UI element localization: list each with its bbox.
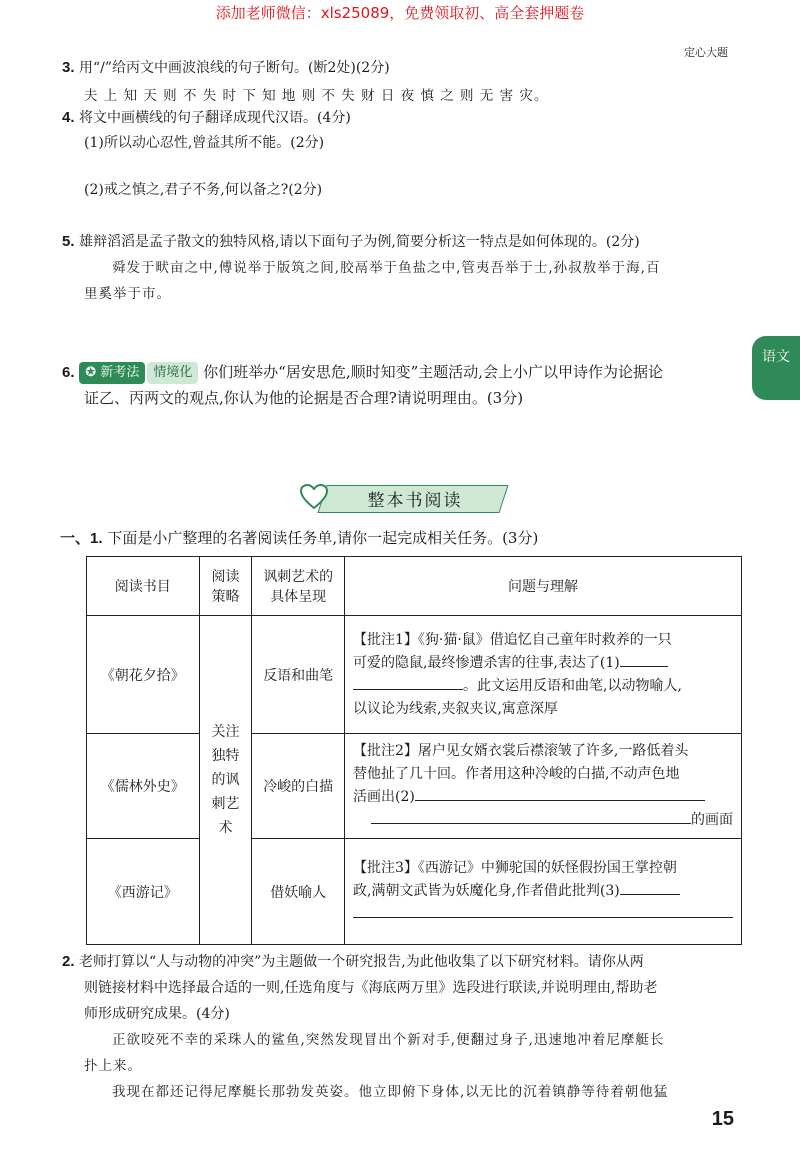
q6-line-2: 证乙、丙两文的观点,你认为他的论据是否合理?请说明理由。(3分) — [84, 389, 524, 407]
question-number: 2. — [62, 953, 75, 970]
answer-blank[interactable] — [620, 666, 668, 667]
note-cell — [345, 734, 742, 839]
question-number: 5. — [62, 233, 75, 250]
note-line — [353, 880, 733, 903]
table-row — [87, 734, 742, 839]
header-strategy-line-2: 策略 — [211, 589, 240, 605]
note-text: 的画面 — [691, 812, 733, 828]
note-line — [353, 652, 733, 675]
q2-line-2: 则链接材料中选择最合适的一则,任选角度与《海底两万里》选段进行联读,并说明理由,帮助老 — [84, 980, 658, 996]
new-exam-tag-label: 新考法 — [100, 365, 140, 380]
question-2 — [62, 952, 644, 972]
context-tag: 情境化 — [147, 362, 198, 384]
answer-blank[interactable] — [415, 800, 705, 801]
note-cell — [345, 616, 742, 734]
q5-quote-line-1: 舜发于畎亩之中,傅说举于版筑之间,胶鬲举于鱼盐之中,管夷吾举于士,孙叔敖举于海,百 — [112, 260, 661, 276]
new-exam-tag — [79, 362, 145, 384]
satire-cell: 借妖喻人 — [252, 839, 345, 945]
question-text: 用“/”给丙文中画波浪线的句子断句。(断2处)(2分) — [78, 60, 390, 76]
note-text: 政,满朝文武皆为妖魔化身,作者借此批判(3) — [353, 883, 620, 899]
header-book: 阅读书目 — [87, 557, 200, 616]
note-line — [353, 903, 733, 926]
subject-side-tab — [752, 336, 800, 400]
q3-sentence: 夫 上 知 天 则 不 失 时 下 知 地 则 不 失 财 日 夜 慎 之 则 无 害 灾。 — [84, 88, 549, 104]
question-text: 老师打算以“人与动物的冲突”为主题做一个研究报告,为此他收集了以下研究材料。请你从两 — [78, 954, 644, 970]
question-text: 你们班举办“居安思危,顺时知变”主题活动,会上小广以甲诗作为论据论 — [203, 363, 664, 381]
question-number: 3. — [62, 59, 75, 76]
side-tab-text: 语文 — [762, 349, 790, 365]
question-number: 1. — [90, 530, 103, 547]
q2-passage-1-cont: 扑上来。 — [84, 1058, 142, 1074]
badge-check-icon: ✪ — [85, 365, 97, 380]
book-cell: 《儒林外史》 — [87, 734, 200, 839]
header-satire — [252, 557, 345, 616]
note-line: 【批注3】《西游记》中狮驼国的妖怪假扮国王掌控朝 — [353, 860, 677, 876]
reading-task-table — [86, 556, 742, 945]
question-5 — [62, 232, 640, 252]
header-strategy-line-1: 阅读 — [211, 569, 240, 585]
strategy-text: 独特 — [211, 748, 240, 764]
question-4 — [62, 108, 351, 128]
header-question: 问题与理解 — [345, 557, 742, 616]
strategy-cell — [199, 616, 252, 945]
table-row — [87, 839, 742, 945]
question-text: 雄辩滔滔是孟子散文的独特风格,请以下面句子为例,简要分析这一特点是如何体现的。(2分) — [78, 234, 640, 250]
note-line — [353, 809, 733, 832]
note-text: 活画出(2) — [353, 789, 415, 805]
note-line — [353, 675, 733, 698]
answer-blank[interactable] — [353, 917, 733, 918]
table-row — [87, 616, 742, 734]
satire-cell: 反语和曲笔 — [252, 616, 345, 734]
table-header-row — [87, 557, 742, 616]
q4-sub-2: (2)戒之慎之,君子不务,何以备之?(2分) — [84, 182, 323, 198]
strategy-text: 关注 — [211, 724, 240, 740]
note-line: 替他扯了几十回。作者用这种冷峻的白描,不动声色地 — [353, 766, 680, 782]
question-text: 将文中画横线的句子翻译成现代汉语。(4分) — [78, 110, 351, 126]
promo-banner: 添加老师微信：xls25089，免费领取初、高全套押题卷 — [215, 4, 585, 22]
book-cell: 《朝花夕拾》 — [87, 616, 200, 734]
note-text: 。此文运用反语和曲笔,以动物喻人, — [463, 677, 682, 694]
note-line — [353, 786, 733, 809]
note-cell — [345, 839, 742, 945]
question-3 — [62, 58, 390, 78]
q2-passage-2: 我现在都还记得尼摩艇长那勃发英姿。他立即俯下身体,以无比的沉着镇静等待着朝他猛 — [112, 1084, 669, 1100]
q2-line-3: 师形成研究成果。(4分) — [84, 1006, 230, 1022]
section-header: 定心大题 — [684, 46, 728, 59]
part1-question — [60, 528, 538, 549]
section-title: 整本书阅读 — [367, 491, 463, 511]
part-prefix: 一、 — [60, 530, 91, 547]
header-satire-line-1: 讽刺艺术的 — [263, 569, 334, 585]
strategy-text: 的讽 — [211, 772, 240, 788]
note-text: 可爱的隐鼠,最终惨遭杀害的往事,表达了(1) — [353, 654, 620, 671]
note-line: 【批注1】《狗·猫·鼠》借追忆自己童年时救养的一只 — [353, 631, 672, 648]
answer-blank[interactable] — [353, 689, 463, 690]
strategy-text: 刺艺 — [211, 796, 240, 812]
header-strategy — [199, 557, 252, 616]
satire-cell: 冷峻的白描 — [252, 734, 345, 839]
question-number: 6. — [62, 364, 75, 381]
book-cell: 《西游记》 — [87, 839, 200, 945]
question-number: 4. — [62, 109, 75, 126]
answer-blank[interactable] — [371, 823, 691, 824]
heart-icon — [300, 484, 328, 510]
question-text: 下面是小广整理的名著阅读任务单,请你一起完成相关任务。(3分) — [107, 529, 539, 547]
q2-passage-1: 正欲咬死不幸的采珠人的鲨鱼,突然发现冒出个新对手,便翻过身子,迅速地冲着尼摩艇长 — [112, 1032, 665, 1048]
strategy-text: 术 — [218, 820, 233, 836]
q4-sub-1: (1)所以动心忍性,曾益其所不能。(2分) — [84, 135, 325, 151]
note-line: 以议论为线索,夹叙夹议,寓意深厚 — [353, 700, 558, 717]
question-6 — [62, 362, 663, 384]
answer-blank[interactable] — [620, 894, 680, 895]
note-line: 【批注2】屠户见女婿衣裳后襟滚皱了许多,一路低着头 — [353, 743, 689, 759]
page-number: 15 — [711, 1108, 734, 1130]
q5-quote-line-2: 里奚举于市。 — [84, 286, 171, 302]
section-banner — [300, 482, 510, 512]
header-satire-line-2: 具体呈现 — [270, 589, 327, 605]
